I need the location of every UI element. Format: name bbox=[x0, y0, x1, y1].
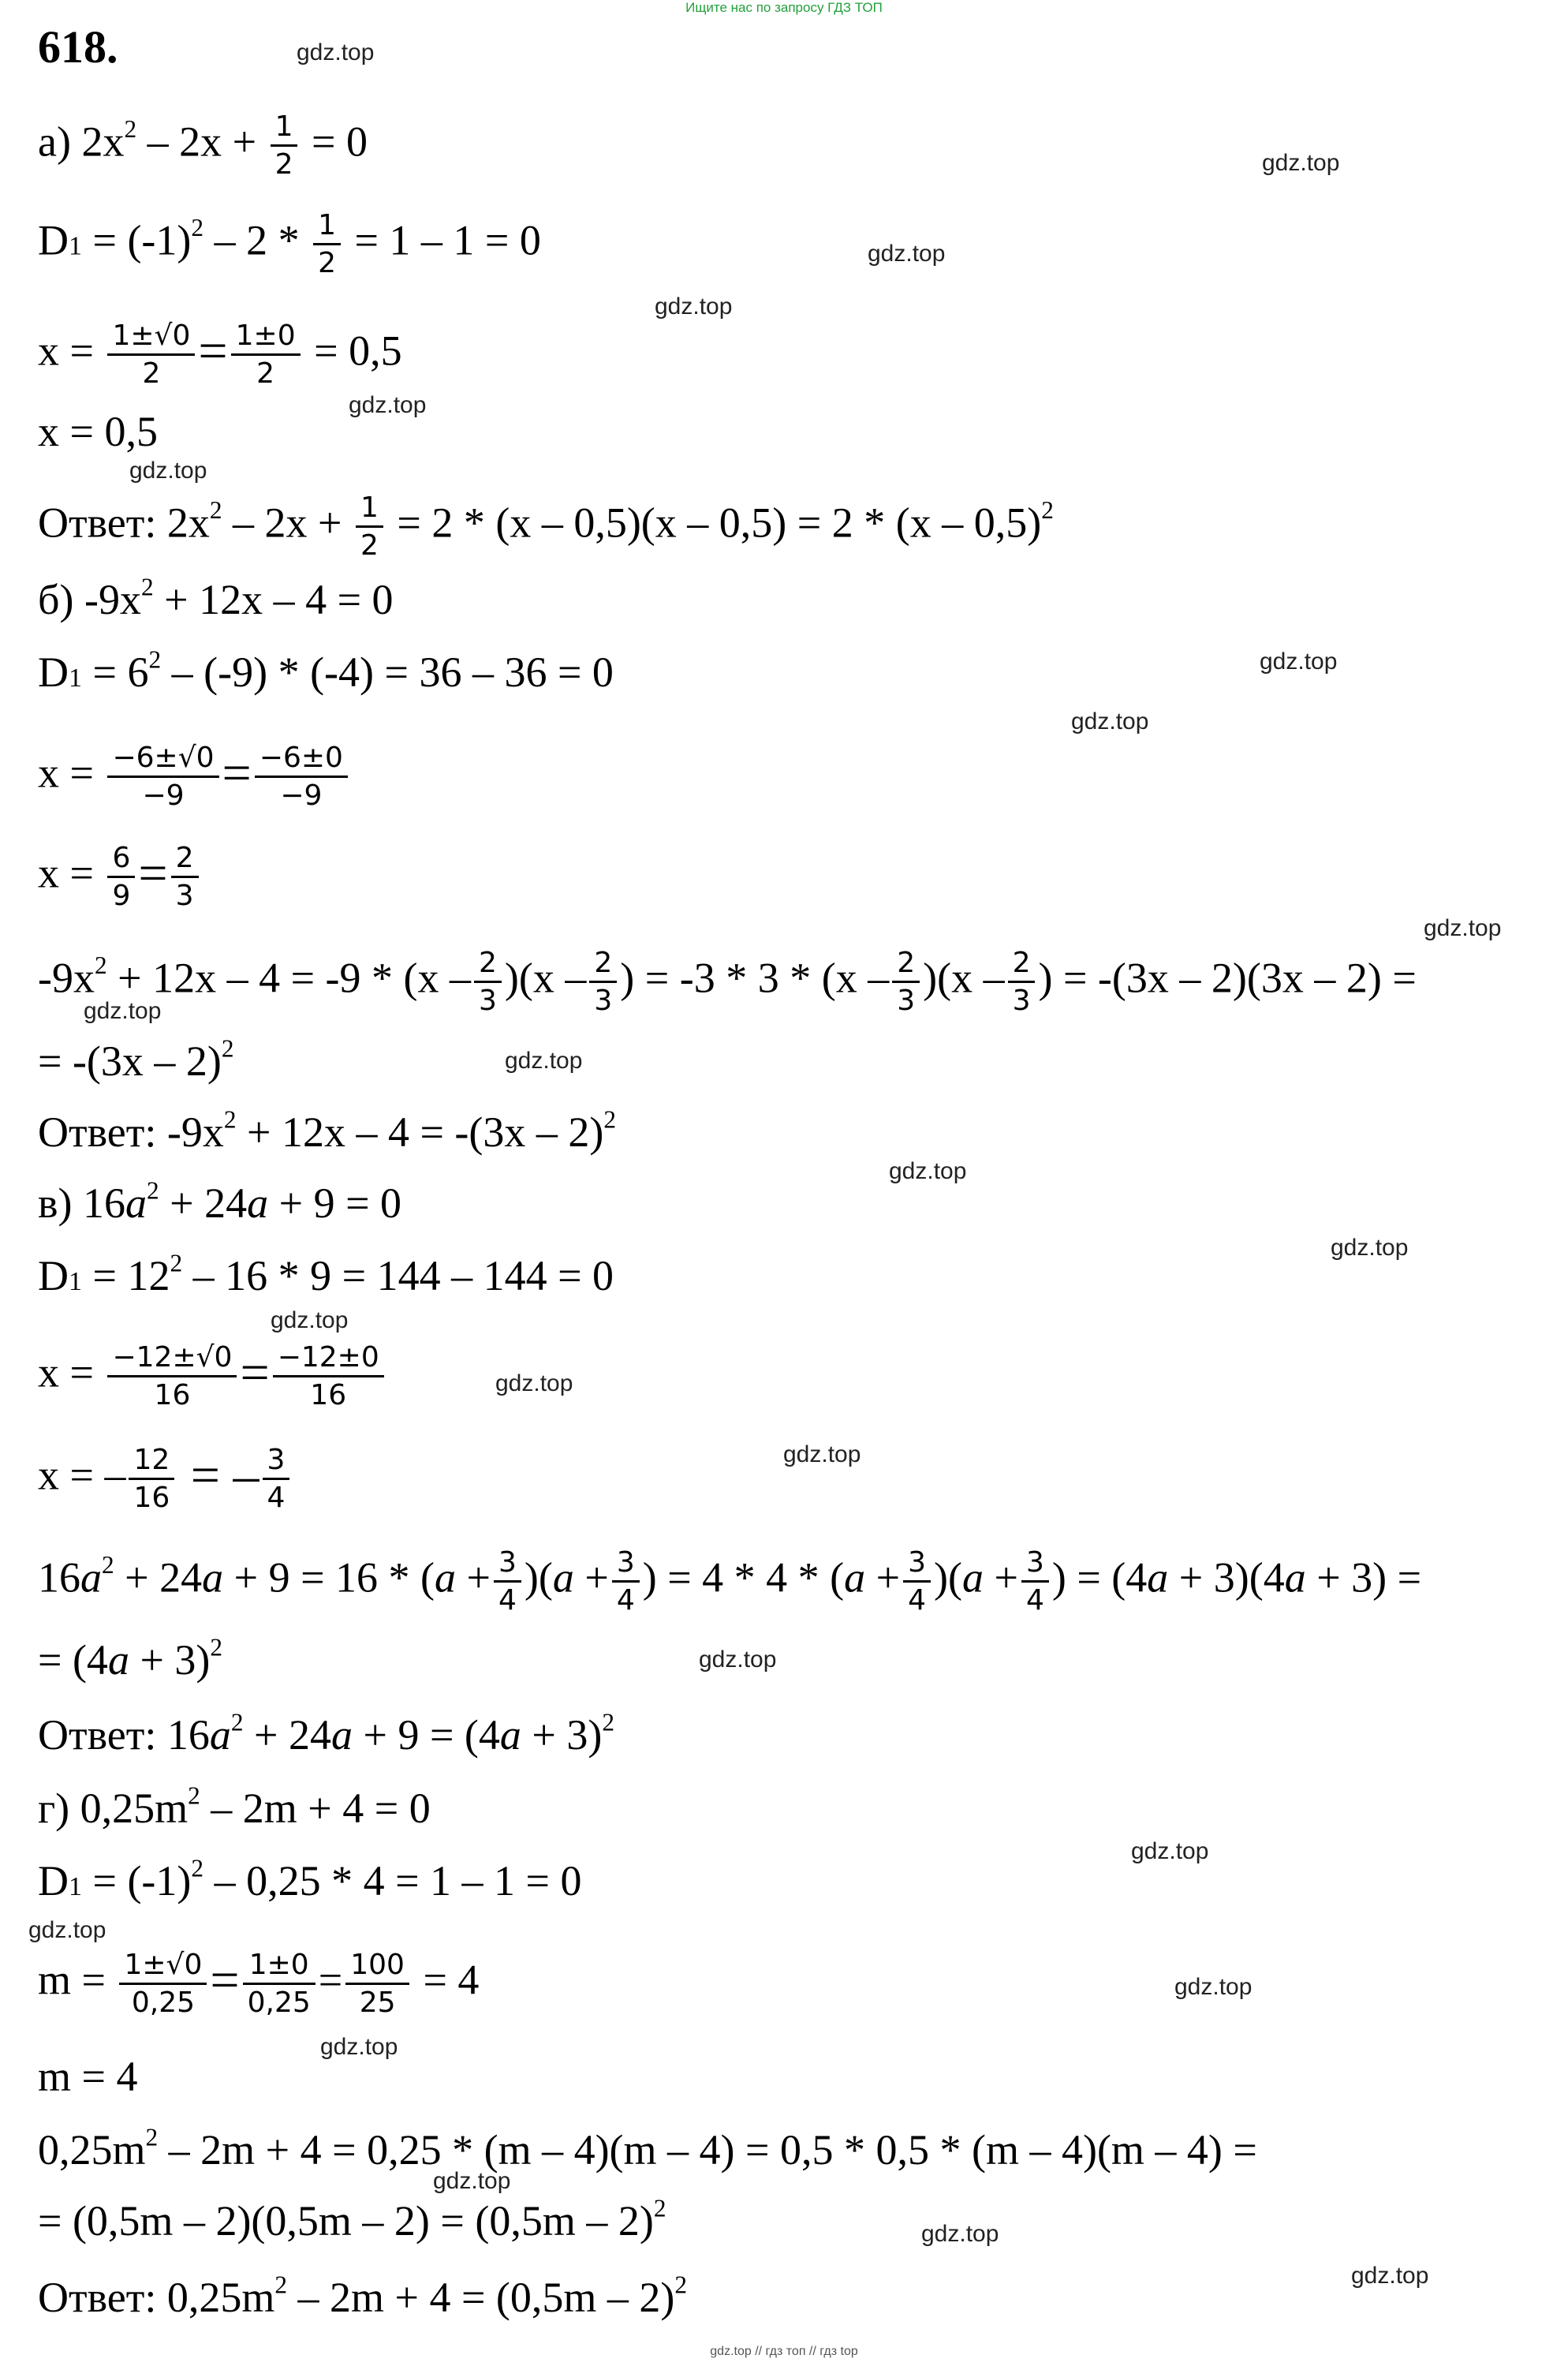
watermark: gdz.top bbox=[320, 2034, 398, 2060]
watermark: gdz.top bbox=[505, 1048, 583, 1074]
part-a-answer: Ответ: $2x^2 - 2x$ + $\frac{1}{2}$ = 2 * (x – 0,5)(x – 0,5) = 2 * (x – 0,5)$^2$ bbox=[38, 492, 1054, 563]
part-d-root-value: m = 4 bbox=[38, 2053, 138, 2100]
watermark: gdz.top bbox=[495, 1370, 573, 1396]
watermark: gdz.top bbox=[1331, 1235, 1409, 1261]
watermark: gdz.top bbox=[433, 2168, 511, 2194]
part-d-answer: Ответ: $0,25m^2 - 2m + 4 = (0,5m - 2)^2$ bbox=[38, 2271, 688, 2321]
watermark: gdz.top bbox=[1131, 1838, 1209, 1864]
fraction: $\frac{1}{2}$ bbox=[313, 209, 341, 280]
watermark: gdz.top bbox=[1174, 1974, 1253, 2000]
fraction: $\frac{1\pm√0}{0,25}$ bbox=[119, 1949, 207, 2020]
part-b-root-value: x = $\frac{6}{9}$ = $\frac{2}{3}$ bbox=[38, 842, 202, 913]
fraction: $\frac{3}{4}$ bbox=[903, 1546, 931, 1617]
fraction: $\frac{1}{2}$ bbox=[271, 110, 298, 181]
part-c-root-value: x = – $\frac{12}{16}$ = – $\frac{3}{4}$ bbox=[38, 1444, 293, 1515]
part-d-discriminant: $D1 = (-1)^2 - 0,25 * 4 = 1 - 1 = 0$ bbox=[38, 1854, 582, 1904]
part-a-root-value: x = 0,5 bbox=[38, 408, 158, 455]
part-b-factorization: $-9x^2 + 12x - 4 = -9 * (x$ – $\frac{2}{3}$ )(x – $\frac{2}{3}$ ) = -3 * 3 * (x – $\frac{2}{3}$ )(x – $\frac{2}{3}$ ) = -(3x – 2)(3x – 2) = bbox=[38, 947, 1417, 1018]
fraction: $\frac{100}{25}$ bbox=[345, 1949, 409, 2020]
fraction: $\frac{-6\pm√0}{-9}$ bbox=[107, 742, 218, 813]
watermark: gdz.top bbox=[699, 1646, 777, 1673]
fraction: $\frac{2}{3}$ bbox=[892, 947, 920, 1018]
part-c-factorization-end: = $(4a + 3)^2$ bbox=[38, 1633, 223, 1684]
part-a-equation: а) $2x^2 - 2x$ + $\frac{1}{2}$ = 0 bbox=[38, 110, 368, 181]
part-d-factorization-end: = (0,5m – 2)(0,5m – 2) = (0,5m – 2)$^2$ bbox=[38, 2194, 666, 2245]
fraction: $\frac{-12\pm√0}{16}$ bbox=[107, 1341, 237, 1412]
part-b-answer: Ответ: $-9x^2 + 12x - 4 = -(3x - 2)^2$ bbox=[38, 1105, 616, 1156]
part-a-discriminant: $D1 = (-1)^2 - 2$ * $\frac{1}{2}$ = 1 – 1 = 0 bbox=[38, 209, 541, 280]
part-b-roots: x = $\frac{-6\pm√0}{-9}$ = $\frac{-6\pm 0}{-9}$ bbox=[38, 742, 351, 813]
site-footer: gdz.top // гдз топ // гдз top bbox=[710, 2345, 858, 2358]
fraction: $\frac{12}{16}$ bbox=[129, 1444, 174, 1515]
fraction: $\frac{1\pm 0}{2}$ bbox=[231, 320, 301, 391]
fraction: $\frac{3}{4}$ bbox=[1021, 1546, 1049, 1617]
part-c-equation: в) $16a^2 + 24a + 9 = 0$ bbox=[38, 1176, 402, 1227]
part-d-equation: г) $0,25m^2 - 2m + 4 = 0$ bbox=[38, 1781, 431, 1832]
watermark: gdz.top bbox=[783, 1441, 861, 1467]
fraction: $\frac{-12\pm 0}{16}$ bbox=[273, 1341, 384, 1412]
watermark: gdz.top bbox=[349, 392, 427, 418]
watermark: gdz.top bbox=[1262, 150, 1340, 176]
part-c-discriminant: $D1 = 12^2 - 16 * 9 = 144 - 144 = 0$ bbox=[38, 1249, 614, 1299]
fraction: $\frac{1\pm 0}{0,25}$ bbox=[243, 1949, 315, 2020]
watermark: gdz.top bbox=[28, 1917, 106, 1943]
watermark: gdz.top bbox=[1260, 649, 1338, 675]
watermark: gdz.top bbox=[655, 293, 733, 320]
watermark: gdz.top bbox=[868, 241, 946, 267]
watermark: gdz.top bbox=[297, 39, 375, 65]
part-c-factorization: $16a^2 + 24a + 9 = 16 * (a$ + $\frac{3}{4}$ )(a + $\frac{3}{4}$ ) = 4 * 4 * (a + $\frac{3}{4}$ )(a + $\frac{3}{4}$ ) = (4a + 3)(4a + 3) = bbox=[38, 1546, 1422, 1617]
watermark: gdz.top bbox=[921, 2221, 999, 2247]
watermark: gdz.top bbox=[889, 1158, 967, 1184]
fraction: $\frac{3}{4}$ bbox=[612, 1546, 640, 1617]
part-b-equation: б) $-9x^2 + 12x - 4 = 0$ bbox=[38, 573, 394, 623]
part-a-roots: x = $\frac{1\pm√0}{2}$ = $\frac{1\pm 0}{2}$ = 0,5 bbox=[38, 320, 402, 391]
fraction: $\frac{3}{4}$ bbox=[263, 1444, 290, 1515]
watermark: gdz.top bbox=[84, 998, 162, 1024]
part-b-discriminant: $D1 = 6^2 - (-9) * (-4) = 36 - 36 = 0$ bbox=[38, 645, 614, 696]
watermark: gdz.top bbox=[1351, 2263, 1429, 2289]
fraction: $\frac{1\pm√0}{2}$ bbox=[107, 320, 195, 391]
part-d-roots: m = $\frac{1\pm√0}{0,25}$ = $\frac{1\pm 0}{0,25}$ = $\frac{100}{25}$ = 4 bbox=[38, 1949, 480, 2020]
fraction: $\frac{3}{4}$ bbox=[494, 1546, 521, 1617]
fraction: $\frac{2}{3}$ bbox=[474, 947, 502, 1018]
part-b-factorization-end: = -(3x – 2)$^2$ bbox=[38, 1034, 234, 1085]
fraction: $\frac{2}{3}$ bbox=[171, 842, 199, 913]
fraction: $\frac{6}{9}$ bbox=[107, 842, 135, 913]
part-c-answer: Ответ: $16a^2 + 24a + 9 = (4a + 3)^2$ bbox=[38, 1708, 614, 1759]
watermark: gdz.top bbox=[1071, 708, 1149, 734]
watermark: gdz.top bbox=[271, 1307, 349, 1333]
site-banner: Ищите нас по запросу ГДЗ ТОП bbox=[685, 0, 883, 15]
fraction: $\frac{2}{3}$ bbox=[589, 947, 617, 1018]
fraction: $\frac{-6\pm 0}{-9}$ bbox=[255, 742, 348, 813]
fraction: $\frac{2}{3}$ bbox=[1008, 947, 1036, 1018]
problem-number: 618. bbox=[38, 21, 118, 73]
part-d-factorization: $0,25m^2 - 2m + 4 = 0,25 * (m - 4)(m - 4) = 0,5 * 0,5 * (m - 4)(m - 4)$ = bbox=[38, 2123, 1257, 2174]
watermark: gdz.top bbox=[1424, 915, 1502, 941]
fraction: $\frac{1}{2}$ bbox=[356, 492, 383, 563]
part-c-roots: x = $\frac{-12\pm√0}{16}$ = $\frac{-12\pm 0}{16}$ bbox=[38, 1341, 387, 1412]
watermark: gdz.top bbox=[129, 458, 207, 484]
